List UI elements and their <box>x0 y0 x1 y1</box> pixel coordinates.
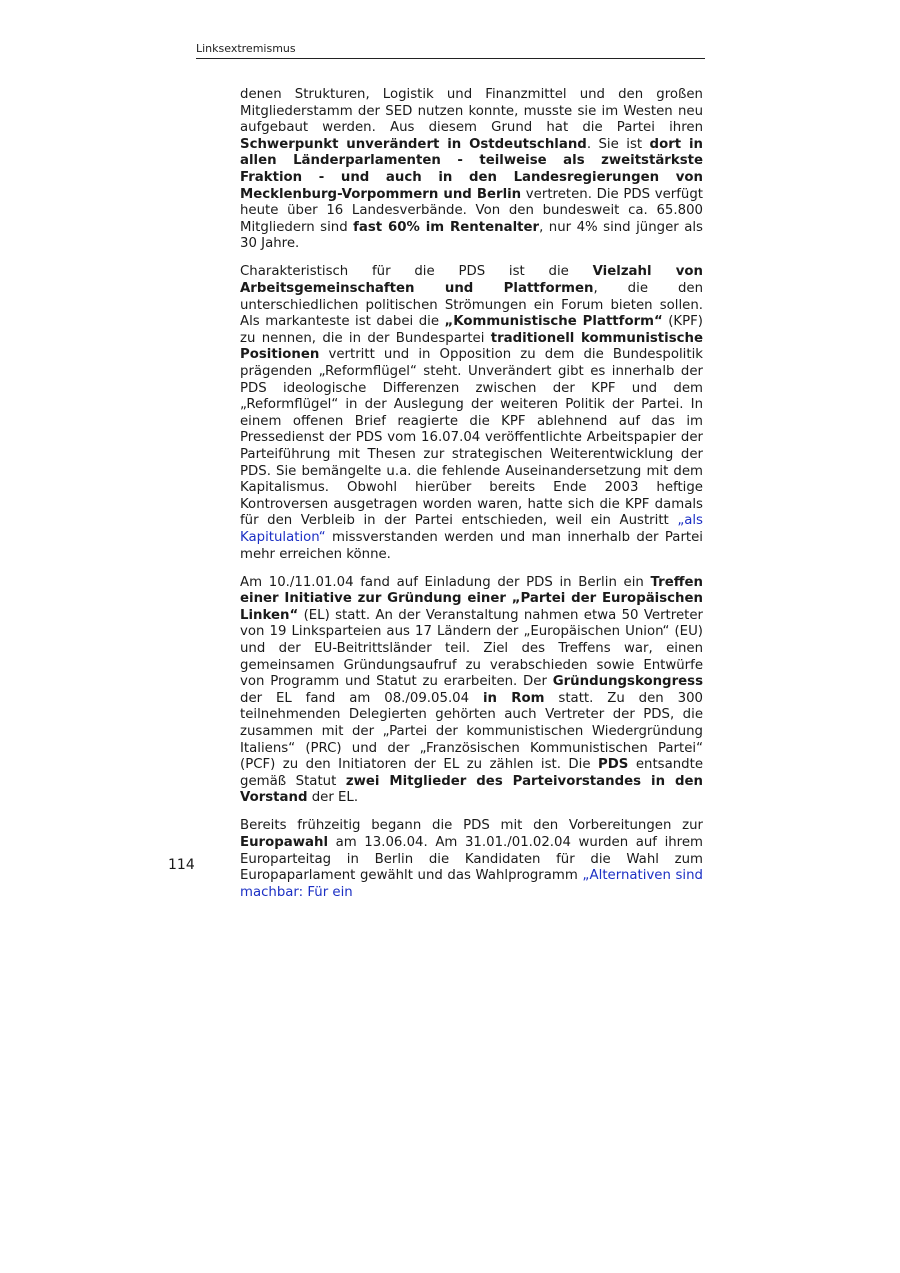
text-run: am 13.06.04. Am 31.01./01.02.04 wurden auf ihrem Europarteitag in Berlin die Kandidaten für die Wahl zum Europaparlament gewählt und das Wahlprogramm <box>240 835 703 884</box>
page-number: 114 <box>168 857 195 873</box>
text-run: denen Strukturen, Logistik und Finanzmittel und den großen Mitgliederstamm der SED nutzen konnte, musste sie im Westen neu aufgebaut werden. Aus diesem Grund hat die Partei ihren <box>240 87 703 136</box>
bold-text: „Kommunistische Plattform“ <box>444 314 663 330</box>
quoted-link[interactable]: „Alternativen sind machbar: Für ein <box>240 868 703 900</box>
quoted-link[interactable]: „als Kapitulation“ <box>240 513 703 545</box>
text-run: (KPF) zu nennen, die in der Bundespartei <box>240 314 703 346</box>
text-run: vertreten. Die PDS verfügt heute über 16 Landesverbände. Von den bundesweit ca. 65.800 Mitgliedern sind <box>240 186 703 235</box>
bold-text: traditionell kommunistische Positionen <box>240 330 703 363</box>
paragraph <box>240 818 703 901</box>
paragraph <box>240 87 703 253</box>
text-run: , nur 4% sind jünger als 30 Jahre. <box>240 219 703 252</box>
text-run: der EL. <box>307 790 359 806</box>
text-run: missverstanden werden und man innerhalb der Partei mehr erreichen könne. <box>240 529 703 562</box>
bold-text: zwei Mitglieder des Parteivorstandes in den Vorstand <box>240 773 703 806</box>
text-run: . Sie ist <box>586 136 650 152</box>
bold-text: Treffen einer Initiative zur Gründung einer „Partei der Europäischen Linken“ <box>240 574 703 623</box>
bold-text: in Rom <box>482 690 545 706</box>
header-rule <box>196 58 705 59</box>
text-run: Am 10./11.01.04 fand auf Einladung der PDS in Berlin ein <box>240 574 651 590</box>
text-run: der EL fand am 08./09.05.04 <box>240 690 483 706</box>
bold-text: fast 60% im Rentenalter <box>353 219 540 235</box>
bold-text: Gründungskongress <box>552 674 703 690</box>
text-run: , die den unterschiedlichen politischen Strömungen ein Forum bieten sollen. Als markanteste ist dabei die <box>240 281 704 330</box>
paragraph <box>240 264 703 563</box>
text-run: statt. Zu den 300 teilnehmenden Delegierten gehörten auch Vertreter der PDS, die zusammen mit der „Partei der kommunistischen Wiedergründung Italiens“ (PRC) und der „Französischen Kommunistischen Partei“ (PCF) zu den Initiatoren der EL zu zählen ist. Die <box>240 690 703 773</box>
running-header: Linksextremismus <box>196 42 296 55</box>
text-run: (EL) statt. An der Veranstaltung nahmen etwa 50 Vertreter von 19 Linksparteien aus 17 Ländern der „Europäischen Union“ (EU) und der EU-Beitrittsländer teil. Ziel des Treffens war, einen gemeinsamen Gründungsaufruf zu verabschieden sowie Entwürfe von Programm und Statut zu erarbeiten. Der <box>240 607 703 690</box>
bold-text: Schwerpunkt unverändert in Ostdeutschland <box>240 136 587 152</box>
text-run: entsandte gemäß Statut <box>240 757 703 789</box>
bold-text: dort in allen Länderparlamenten - teilweise als zweitstärkste Fraktion - und auch in den Landesregierungen von Mecklenburg-Vorpommern und Berlin <box>240 136 703 202</box>
bold-text: PDS <box>598 757 629 773</box>
text-run: Charakteristisch für die PDS ist die <box>240 264 593 280</box>
paragraph <box>240 575 703 807</box>
bold-text: Vielzahl von Arbeitsgemeinschaften und Plattformen <box>240 264 703 297</box>
bold-text: Europawahl <box>240 835 329 851</box>
text-run: vertritt und in Opposition zu dem die Bundespolitik prägenden „Reformflügel“ steht. Unverändert gibt es innerhalb der PDS ideologische Differenzen zwischen der KPF und dem „Reformflügel“ in der Auslegung der weiteren Politik der Partei. In einem offenen Brief reagierte die KPF ablehnend auf das im Pressedienst der PDS vom 16.07.04 veröffentlichte Arbeitspapier der Parteiführung mit Thesen zur strategischen Weiterentwicklung der PDS. Sie bemängelte u.a. die fehlende Auseinandersetzung mit dem Kapitalismus. Obwohl hierüber bereits Ende 2003 heftige Kontroversen ausgetragen worden waren, hatte sich die KPF damals für den Verbleib in der Partei entschieden, weil ein Austritt <box>240 347 703 529</box>
body-text <box>240 87 703 913</box>
text-run: Bereits frühzeitig begann die PDS mit den Vorbereitungen zur <box>240 818 703 834</box>
